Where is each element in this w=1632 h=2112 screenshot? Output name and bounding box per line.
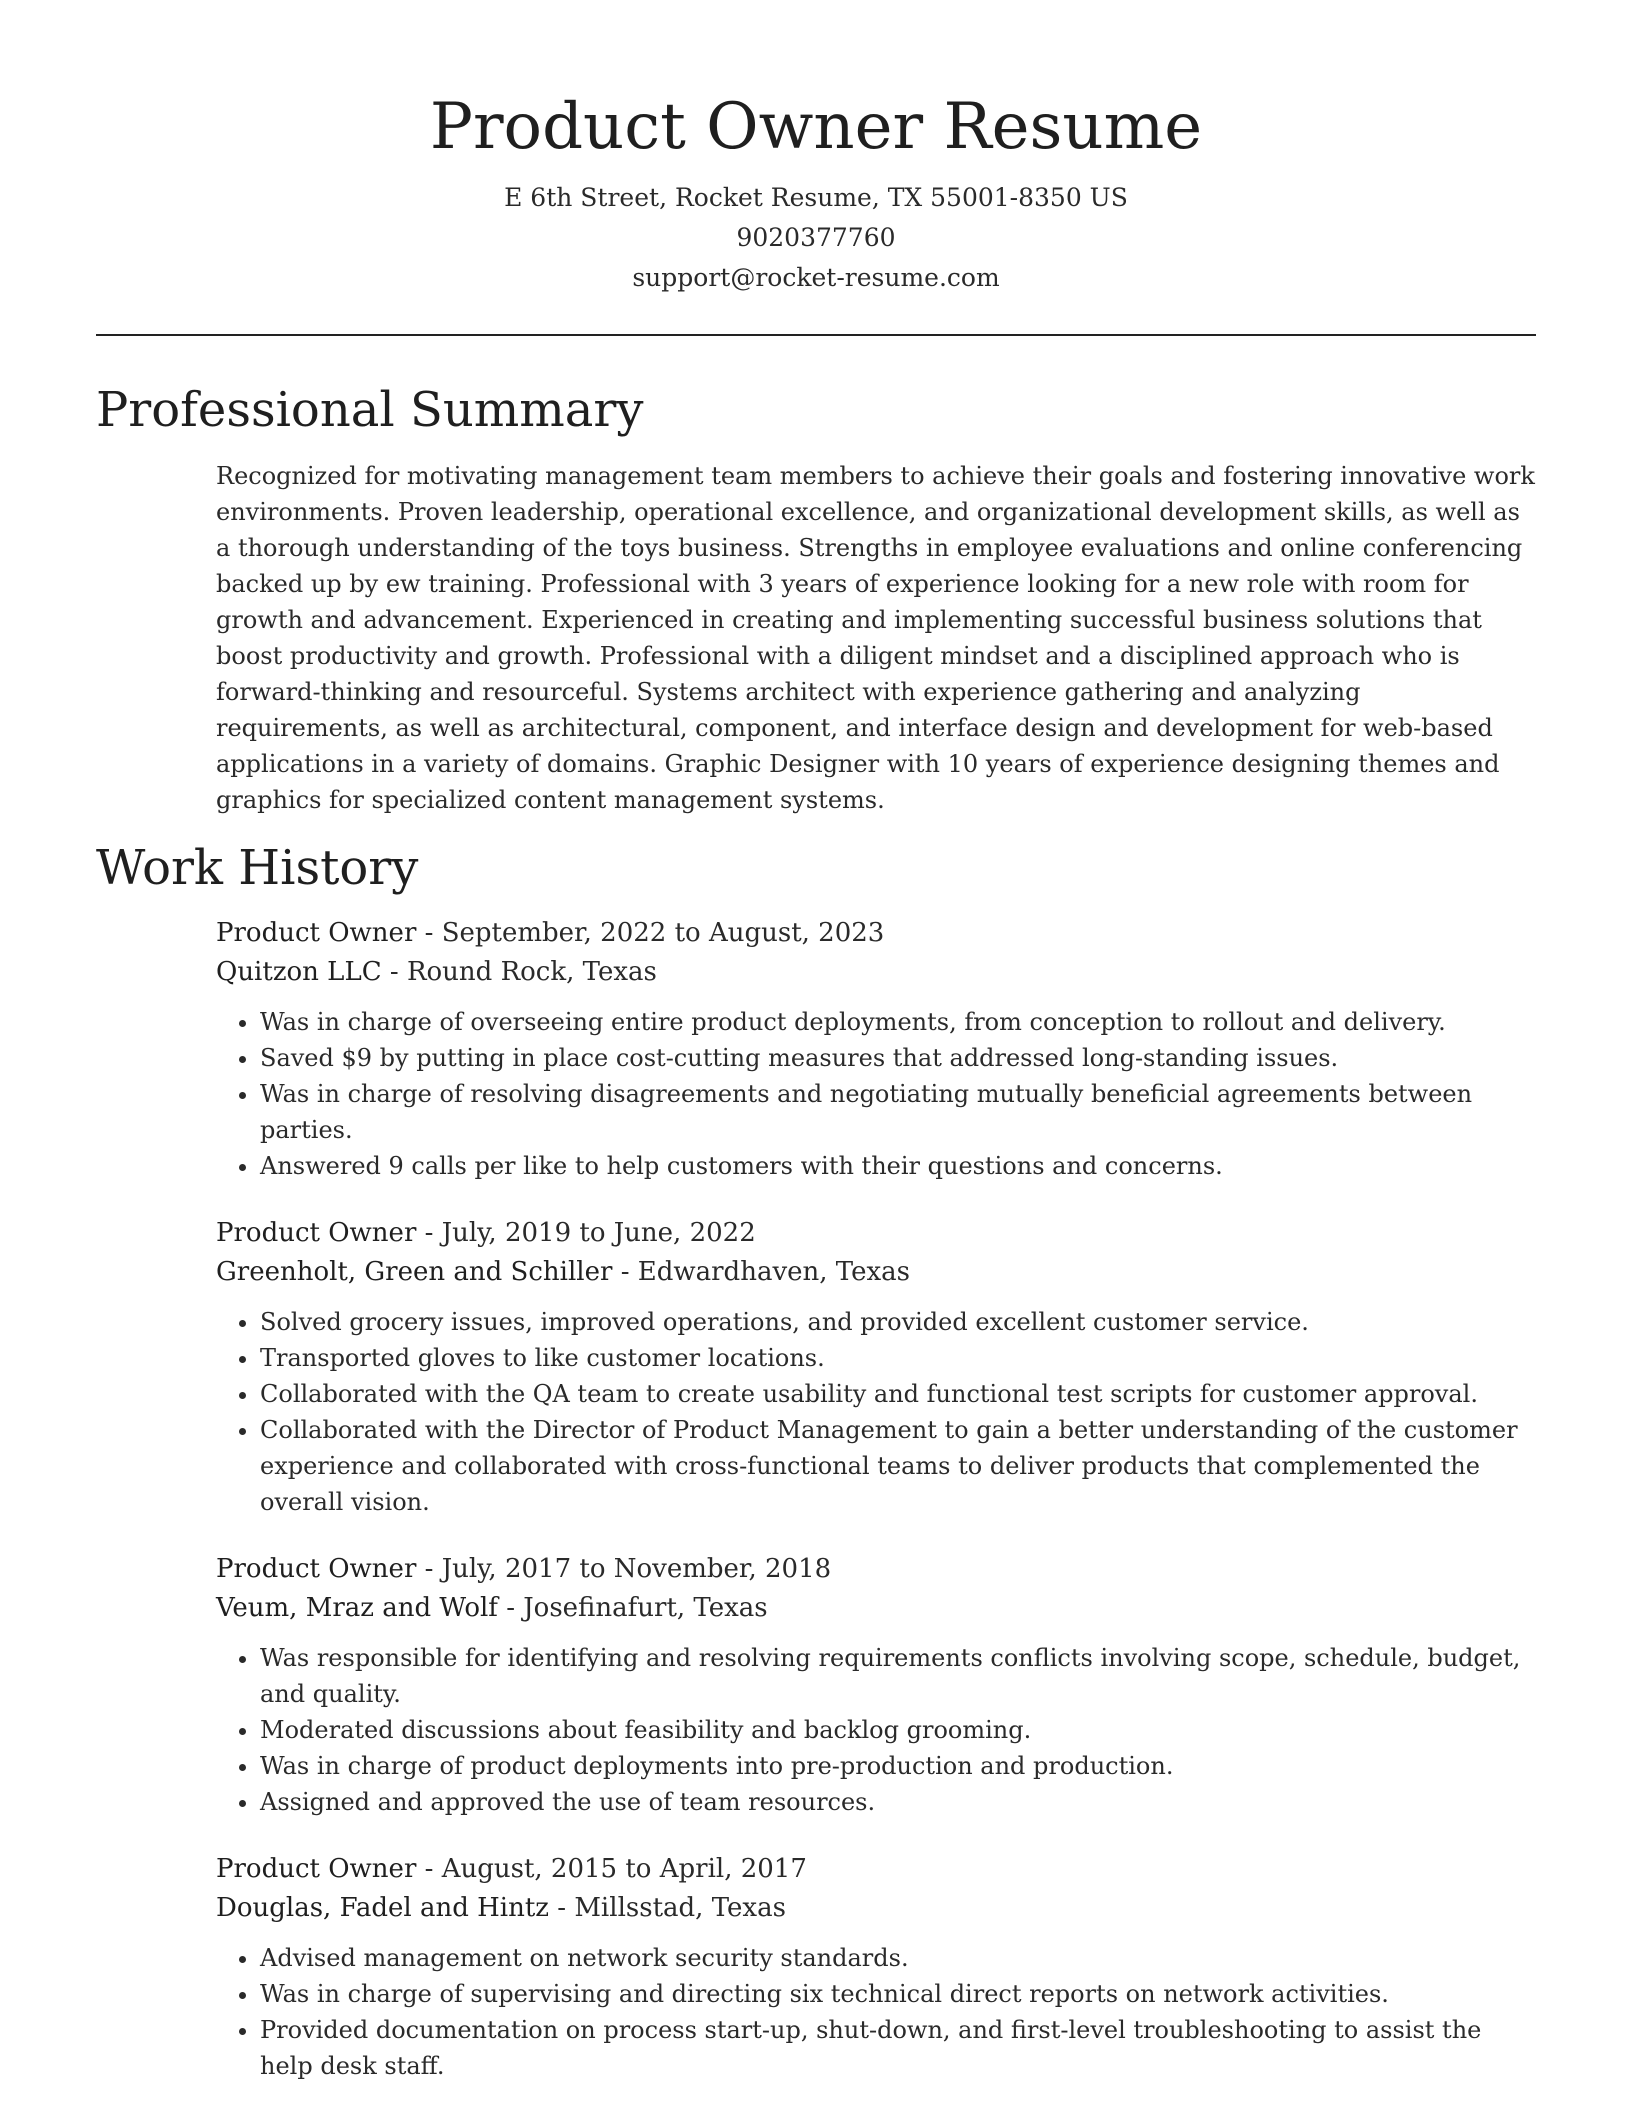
job-role-line — [216, 1214, 1536, 1253]
job-bullet: • Assigned and approved the use of team resources. — [260, 1784, 1536, 1820]
job-company: Greenholt, Green and Schiller — [216, 1257, 613, 1287]
job-location: - Round Rock, Texas — [381, 957, 657, 987]
job-company: Veum, Mraz and Wolf — [216, 1593, 498, 1623]
summary-paragraph: Recognized for motivating management team members to achieve their goals and fostering innovative work environments. Proven leadership, operational excellence, and organizational development skills, as well as a thorough understanding of the toys business. Strengths in employee evaluations and online conferencing backed up by ew training. Professional with 3 years of experience looking for a new role with room for growth and advancement. Experienced in creating and implementing successful business solutions that boost productivity and growth. Professional with a diligent mindset and a disciplined approach who is forward-thinking and resourceful. Systems architect with experience gathering and analyzing requirements, as well as architectural, component, and interface design and development for web-based applications in a variety of domains. Graphic Designer with 10 years of experience designing themes and graphics for specialized content management systems. — [216, 462, 1535, 814]
job-bullet: • Was in charge of product deployments into pre-production and production. — [260, 1748, 1536, 1784]
address-text: E 6th Street, Rocket Resume, TX 55001-8350 US — [504, 183, 1128, 212]
job-bullet: • Moderated discussions about feasibility and backlog grooming. — [260, 1712, 1536, 1748]
job-company: Quitzon LLC — [216, 957, 382, 987]
phone-text: 9020377760 — [736, 223, 896, 252]
job-entry — [216, 1550, 1536, 1820]
job-bullet: • Was in charge of overseeing entire product deployments, from conception to rollout and delivery. — [260, 1004, 1536, 1040]
job-bullets — [216, 1640, 1536, 1820]
job-bullet: • Was in charge of resolving disagreements and negotiating mutually beneficial agreements between parties. — [260, 1076, 1536, 1148]
job-entry — [216, 1850, 1536, 2084]
job-bullet: • Was in charge of supervising and directing six technical direct reports on network activities. — [260, 1976, 1536, 2012]
job-role-line — [216, 1850, 1536, 1889]
job-bullets — [216, 1004, 1536, 1184]
job-location: - Josefinafurt, Texas — [497, 1593, 768, 1623]
job-role: Product Owner — [216, 1554, 417, 1584]
summary-heading: Professional Summary — [96, 382, 644, 438]
job-company-line — [216, 953, 1536, 992]
resume-page — [96, 0, 1536, 2084]
resume-title: Product Owner Resume — [429, 90, 1203, 164]
job-company-line — [216, 1253, 1536, 1292]
job-dates: - July, 2019 to June, 2022 — [416, 1218, 756, 1248]
job-bullet: • Answered 9 calls per like to help customers with their questions and concerns. — [260, 1148, 1536, 1184]
job-dates: - July, 2017 to November, 2018 — [416, 1554, 832, 1584]
job-bullets — [216, 1940, 1536, 2084]
job-bullet: • Was responsible for identifying and resolving requirements conflicts involving scope, schedule, budget, and quality. — [260, 1640, 1536, 1712]
job-entry — [216, 914, 1536, 1184]
email-text: support@rocket-resume.com — [632, 263, 1000, 292]
work-history-heading: Work History — [96, 840, 419, 896]
job-dates: - September, 2022 to August, 2023 — [416, 918, 885, 948]
job-role: Product Owner — [216, 1854, 417, 1884]
job-bullet: • Provided documentation on process start-up, shut-down, and first-level troubleshooting to assist the help desk staff. — [260, 2012, 1536, 2084]
job-entry — [216, 1214, 1536, 1520]
job-bullet: • Transported gloves to like customer locations. — [260, 1340, 1536, 1376]
job-location: - Millsstad, Texas — [549, 1893, 786, 1923]
job-location: - Edwardhaven, Texas — [612, 1257, 911, 1287]
job-bullet: • Collaborated with the QA team to create usability and functional test scripts for customer approval. — [260, 1376, 1536, 1412]
job-company-line — [216, 1589, 1536, 1628]
job-company: Douglas, Fadel and Hintz — [216, 1893, 549, 1923]
job-company-line — [216, 1889, 1536, 1928]
job-bullet: • Advised management on network security standards. — [260, 1940, 1536, 1976]
job-role-line — [216, 1550, 1536, 1589]
job-bullet: • Collaborated with the Director of Product Management to gain a better understanding of the customer experience and collaborated with cross-functional teams to deliver products that complemented the overall vision. — [260, 1412, 1536, 1520]
job-bullet: • Saved $9 by putting in place cost-cutting measures that addressed long-standing issues. — [260, 1040, 1536, 1076]
job-role: Product Owner — [216, 918, 417, 948]
resume-header — [96, 0, 1536, 298]
contact-block — [96, 178, 1536, 298]
job-bullets — [216, 1304, 1536, 1520]
job-role-line — [216, 914, 1536, 953]
job-dates: - August, 2015 to April, 2017 — [416, 1854, 807, 1884]
header-divider — [96, 334, 1536, 336]
job-role: Product Owner — [216, 1218, 417, 1248]
job-bullet: • Solved grocery issues, improved operations, and provided excellent customer service. — [260, 1304, 1536, 1340]
